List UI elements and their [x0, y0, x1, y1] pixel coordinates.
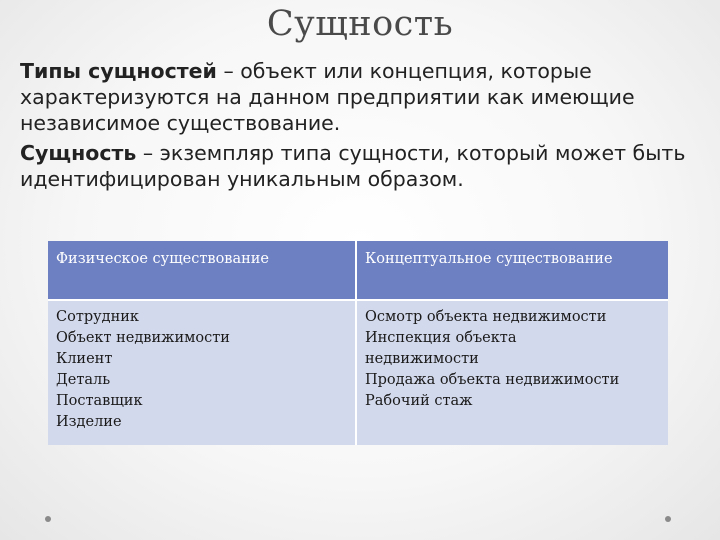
- term-entity: Сущность: [20, 141, 137, 165]
- physical-list: [48, 300, 356, 445]
- list-item: Деталь: [56, 372, 111, 388]
- header-physical: Физическое существование: [48, 241, 356, 300]
- list-item: Рабочий стаж: [365, 393, 473, 409]
- list-item: недвижимости: [365, 351, 479, 367]
- entity-table: [48, 241, 668, 445]
- list-item: Клиент: [56, 351, 113, 367]
- list-item: Изделие: [56, 414, 122, 430]
- list-item: Инспекция объекта: [365, 330, 517, 346]
- definition-entity-types: [20, 58, 710, 136]
- decorative-dot-right: [665, 516, 671, 522]
- header-conceptual: Концептуальное существование: [356, 241, 668, 300]
- list-item: Осмотр объекта недвижимости: [365, 309, 607, 325]
- table-row: [48, 300, 668, 445]
- definition-text: – объект или концепция, которые характеризуются на данном предприятии как имеющие независимое существование.: [20, 59, 635, 135]
- definitions: [20, 58, 710, 196]
- list-item: Продажа объекта недвижимости: [365, 372, 620, 388]
- definition-text: – экземпляр типа сущности, который может быть идентифицирован уникальным образом.: [20, 141, 686, 191]
- list-item: Поставщик: [56, 393, 143, 409]
- conceptual-list: [356, 300, 668, 445]
- decorative-dot-left: [45, 516, 51, 522]
- slide-title: Сущность: [266, 4, 454, 44]
- term-entity-types: Типы сущностей: [20, 59, 217, 83]
- list-item: Сотрудник: [56, 309, 139, 325]
- list-item: Объект недвижимости: [56, 330, 230, 346]
- table-header-row: [48, 241, 668, 300]
- definition-entity: [20, 140, 710, 192]
